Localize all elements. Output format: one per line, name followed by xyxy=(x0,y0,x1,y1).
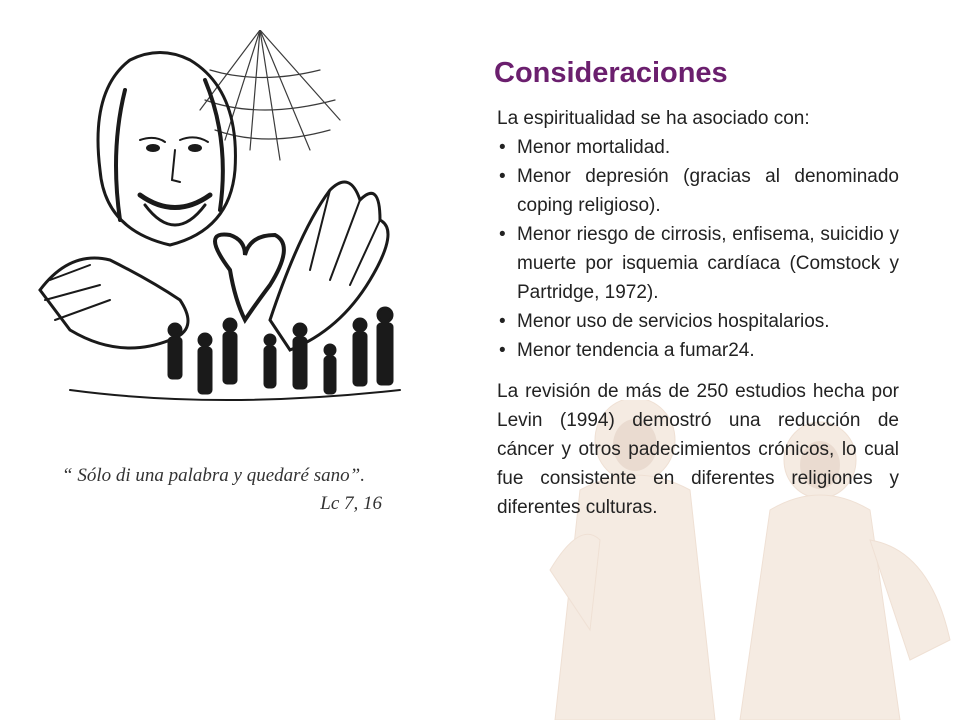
intro-text: La espiritualidad se ha asociado con: xyxy=(497,108,810,129)
list-item: • Menor mortalidad. xyxy=(497,133,899,162)
hands-heart-illustration xyxy=(30,30,410,430)
list-item: • Menor riesgo de cirrosis, enfisema, suicidio y muerte por isquemia cardíaca (Comstock y Partridge, 1972). xyxy=(497,220,899,307)
list-item: • Menor depresión (gracias al denominado coping religioso). xyxy=(497,162,899,220)
content-block xyxy=(497,104,899,541)
list-item: • Menor tendencia a fumar24. xyxy=(497,336,899,365)
quote-block xyxy=(62,462,382,518)
list-item: • Menor uso de servicios hospitalarios. xyxy=(497,307,899,336)
quote-text: “ Sólo di una palabra y quedaré sano”. xyxy=(62,465,365,486)
bullet-list xyxy=(497,133,899,365)
slide-title: Consideraciones xyxy=(494,57,728,89)
quote-reference: Lc 7, 16 xyxy=(320,493,382,514)
body-paragraph: La revisión de más de 250 estudios hecha por Levin (1994) demostró una reducción de cáncer y otros padecimientos crónicos, lo cual fue consistente en diferentes religiones y diferentes culturas. xyxy=(497,381,899,518)
